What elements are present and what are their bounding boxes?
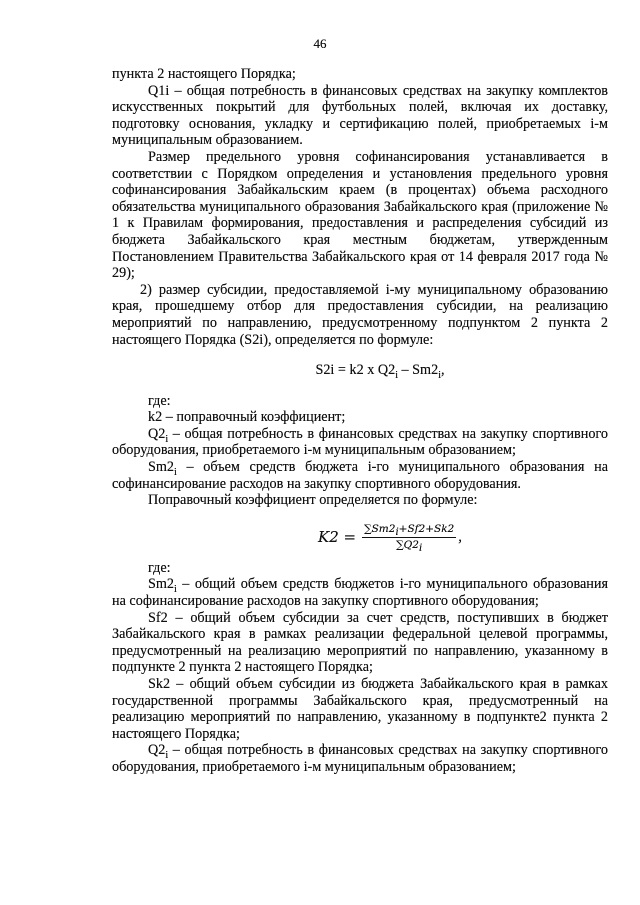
document-body: [112, 66, 608, 776]
definition-sf2: Sf2 – общий объем субсидии за счет средств, поступивших в бюджет Забайкальского края в рамках реализации федеральной целевой программы, предусмотренный на реализацию мероприятий по направлению, указанному в подпункте 2 пункта 2 настоящего Порядка;: [112, 609, 608, 676]
paragraph-item-2: 2) размер субсидии, предоставляемой i-му муниципальному образованию края, прошедшему отбор для предоставления субсидии, на реализацию мероприятий по направлению, предусмотренному подпунктом 2 пункта 2 настоящего Порядка (S2i), определяется по формуле:: [112, 281, 608, 348]
definition-sm2i-total: $Sm2_i$ – общий объем средств бюджетов i-го муниципального образования на софинансирование расходов на закупку спортивного оборудования;: [112, 576, 608, 610]
paragraph-q1i: Q1i – общая потребность в финансовых средствах на закупку комплектов искусственных покрытий для футбольных полей, включая их доставку, подготовку основания, укладку и сертификацию полей, приобретаемых i-м муниципальным образованием.: [112, 82, 608, 149]
formula-k2-lhs: K2 =: [318, 528, 357, 547]
formula-k2: [112, 523, 608, 552]
formula-k2-fraction: [362, 523, 456, 552]
paragraph-1: пункта 2 настоящего Порядка;: [112, 66, 296, 82]
formula-k2-tail: ,: [458, 529, 462, 546]
formula-k2-denominator: $\sum Q2_i$: [396, 538, 423, 554]
label-where-1: где:: [148, 392, 171, 409]
formula-s2i-sub2: i: [438, 369, 441, 381]
definition-q2i: $Q2_i$ – общая потребность в финансовых средствах на закупку спортивного оборудования, приобретаемого i-м муниципальным образованием;: [112, 425, 608, 459]
formula-s2i-lhs: S2i = k2 x Q2: [315, 362, 396, 379]
definition-q2i-second: $Q2_i$ – общая потребность в финансовых средствах на закупку спортивного оборудования, приобретаемого i-м муниципальным образованием;: [112, 742, 608, 775]
formula-s2i-mid: – Sm2: [401, 362, 439, 379]
label-where-2: где:: [148, 559, 171, 576]
formula-s2i-tail: ,: [440, 362, 445, 379]
paragraph-coefficient: Поправочный коэффициент определяется по формуле:: [148, 492, 478, 509]
definition-sm2i: $Sm2_i$ – объем средств бюджета i-го муниципального образования на софинансирование расходов на закупку спортивного оборудования.: [112, 459, 608, 492]
paragraph-cofinancing-level: Размер предельного уровня софинансирования устанавливается в соответствии с Порядком определения и установления предельного уровня софинансирования Забайкальским краем (в процентах) объема расходного обязательства муниципального образования Забайкальского края (приложение № 1 к Правилам формирования, предоставления и распределения субсидий из бюджета Забайкальского края местным бюджетам, утвержденным Постановлением Правительства Забайкальского края от 14 февраля 2017 года № 29);: [112, 148, 608, 282]
formula-k2-numerator: $\sum Sm2_i+Sf2+Sk2$: [364, 522, 455, 538]
definition-k2: k2 – поправочный коэффициент;: [148, 409, 346, 426]
page-number: 46: [313, 36, 327, 51]
formula-s2i-sub1: i: [395, 369, 398, 381]
formula-s2i: [112, 362, 608, 379]
definition-sk2: Sk2 – общий объем субсидии из бюджета Забайкальского края в рамках государственной программы Забайкальского края, предусмотренный на реализацию мероприятий по направлению, указанному в подпункте2 пункта 2 настоящего Порядка;: [112, 676, 608, 742]
